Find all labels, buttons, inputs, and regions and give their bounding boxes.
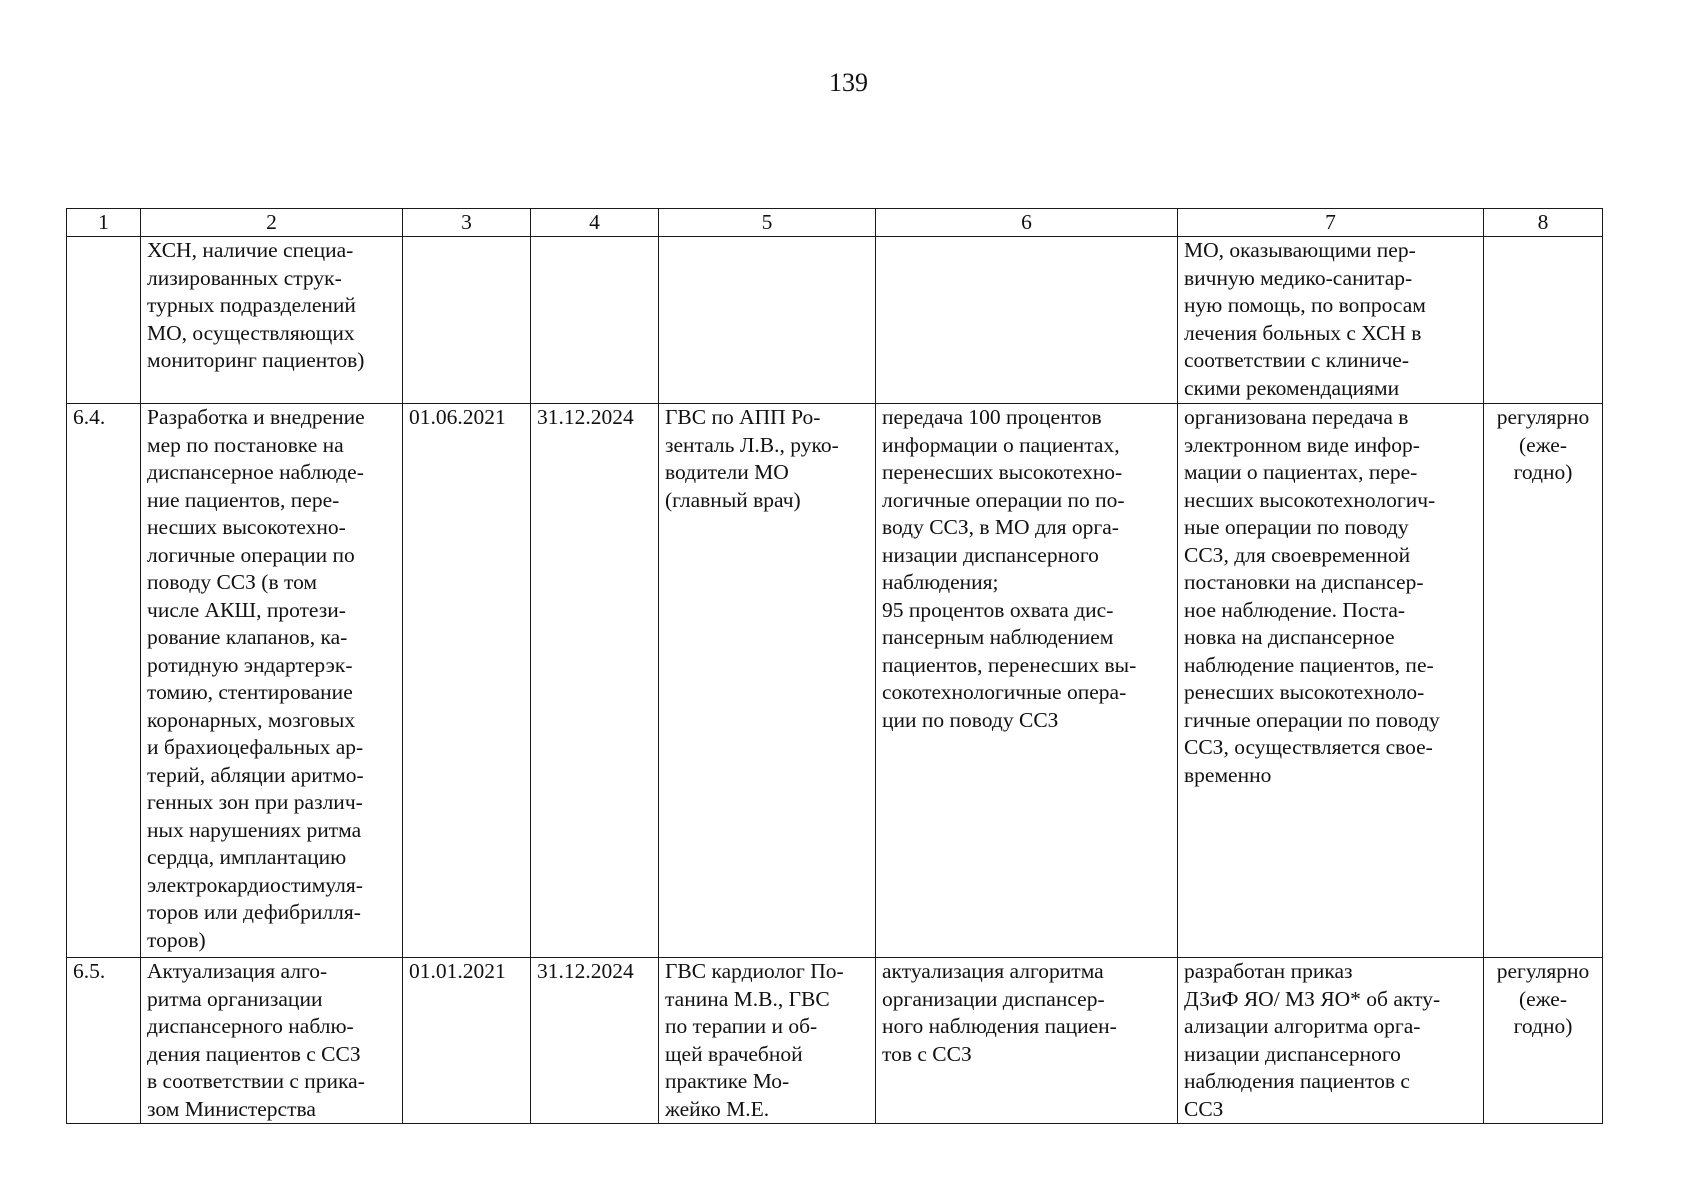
responsible-text: ГВС по АПП Ро- зенталь Л.В., руко- водители МО (главный врач) bbox=[665, 405, 839, 512]
header-col-2: 2 bbox=[141, 209, 403, 237]
start-date-cell bbox=[403, 404, 531, 958]
header-col-5: 5 bbox=[659, 209, 876, 237]
start-date-cell bbox=[403, 237, 531, 404]
row-number-cell bbox=[67, 404, 141, 958]
result-text: МО, оказывающими пер- вичную медико-санитар- ную помощь, по вопросам лечения больных с ХСН в соответствии с клиниче- скими рекомендациями bbox=[1184, 238, 1426, 400]
header-col-6: 6 bbox=[876, 209, 1178, 237]
measures-table bbox=[66, 208, 1603, 1124]
start-date-cell bbox=[403, 958, 531, 1124]
end-date-cell bbox=[531, 404, 659, 958]
indicator-cell bbox=[876, 958, 1178, 1124]
end-date: 31.12.2024 bbox=[537, 405, 634, 429]
table-row bbox=[67, 404, 1603, 958]
frequency-text: регулярно (еже- годно) bbox=[1496, 405, 1590, 484]
header-row bbox=[67, 209, 1603, 237]
responsible-cell bbox=[659, 404, 876, 958]
row-number-cell bbox=[67, 237, 141, 404]
frequency-cell bbox=[1484, 237, 1603, 404]
page-number: 139 bbox=[829, 68, 868, 97]
indicator-text: передача 100 процентов информации о пациентах, перенесших высокотехно- логичные операции по по- воду ССЗ, в МО для орга- низации диспансерного наблюдения; 95 процентов охвата дис- пансерным наблюдением пациентов, перенесших вы- сокотехнологичные опера- ции по поводу ССЗ bbox=[882, 405, 1137, 732]
result-cell bbox=[1178, 958, 1484, 1124]
header-col-4: 4 bbox=[531, 209, 659, 237]
end-date-cell bbox=[531, 958, 659, 1124]
frequency-text: регулярно (еже- годно) bbox=[1496, 959, 1590, 1038]
start-date: 01.01.2021 bbox=[409, 959, 506, 983]
frequency-cell bbox=[1484, 958, 1603, 1124]
table-row bbox=[67, 958, 1603, 1124]
row-number: 6.4. bbox=[73, 405, 106, 429]
row-number-cell bbox=[67, 958, 141, 1124]
responsible-cell bbox=[659, 958, 876, 1124]
frequency-cell bbox=[1484, 404, 1603, 958]
indicator-cell bbox=[876, 237, 1178, 404]
measure-text: Разработка и внедрение мер по постановке на диспансерное наблюде- ние пациентов, пере- несших высокотехно- логичные операции по поводу ССЗ (в том числе АКШ, протези- рование клапанов, ка- ротидную эндартерэк- томию, стентирование коронарных, мозговых и брахиоцефальных ар- терий, абляции аритмо- генных зон при различ- ных нарушениях ритма сердца, имплантацию электрокардиостимуля- торов или дефибрилля- торов) bbox=[147, 405, 365, 952]
header-col-3: 3 bbox=[403, 209, 531, 237]
measure-cell bbox=[141, 237, 403, 404]
table-row bbox=[67, 237, 1603, 404]
end-date: 31.12.2024 bbox=[537, 959, 634, 983]
measure-cell bbox=[141, 404, 403, 958]
indicator-cell bbox=[876, 404, 1178, 958]
result-text: разработан приказ ДЗиФ ЯО/ МЗ ЯО* об акту- ализации алгоритма орга- низации диспансерного наблюдения пациентов с ССЗ bbox=[1184, 959, 1441, 1121]
header-col-7: 7 bbox=[1178, 209, 1484, 237]
result-cell bbox=[1178, 404, 1484, 958]
row-number: 6.5. bbox=[73, 959, 106, 983]
header-col-8: 8 bbox=[1484, 209, 1603, 237]
measure-text: ХСН, наличие специа- лизированных струк- турных подразделений МО, осуществляющих мониторинг пациентов) bbox=[147, 238, 365, 372]
indicator-text: актуализация алгоритма организации диспансер- ного наблюдения пациен- тов с ССЗ bbox=[882, 959, 1117, 1066]
measure-text: Актуализация алго- ритма организации диспансерного наблю- дения пациентов с ССЗ в соответствии с прика- зом Министерства bbox=[147, 959, 365, 1121]
end-date-cell bbox=[531, 237, 659, 404]
responsible-text: ГВС кардиолог По- танина М.В., ГВС по терапии и об- щей врачебной практике Мо- жейко М.Е. bbox=[665, 959, 844, 1121]
header-col-1: 1 bbox=[67, 209, 141, 237]
responsible-cell bbox=[659, 237, 876, 404]
measure-cell bbox=[141, 958, 403, 1124]
start-date: 01.06.2021 bbox=[409, 405, 506, 429]
result-text: организована передача в электронном виде инфор- мации о пациентах, пере- несших высокотехнологич- ные операции по поводу ССЗ, для своевременной постановки на диспансер- ное наблюдение. Поста- новка на диспансерное наблюдение пациентов, пе- ренесших высокотехноло- гичные операции по поводу ССЗ, осуществляется свое- временно bbox=[1184, 405, 1440, 787]
result-cell bbox=[1178, 237, 1484, 404]
